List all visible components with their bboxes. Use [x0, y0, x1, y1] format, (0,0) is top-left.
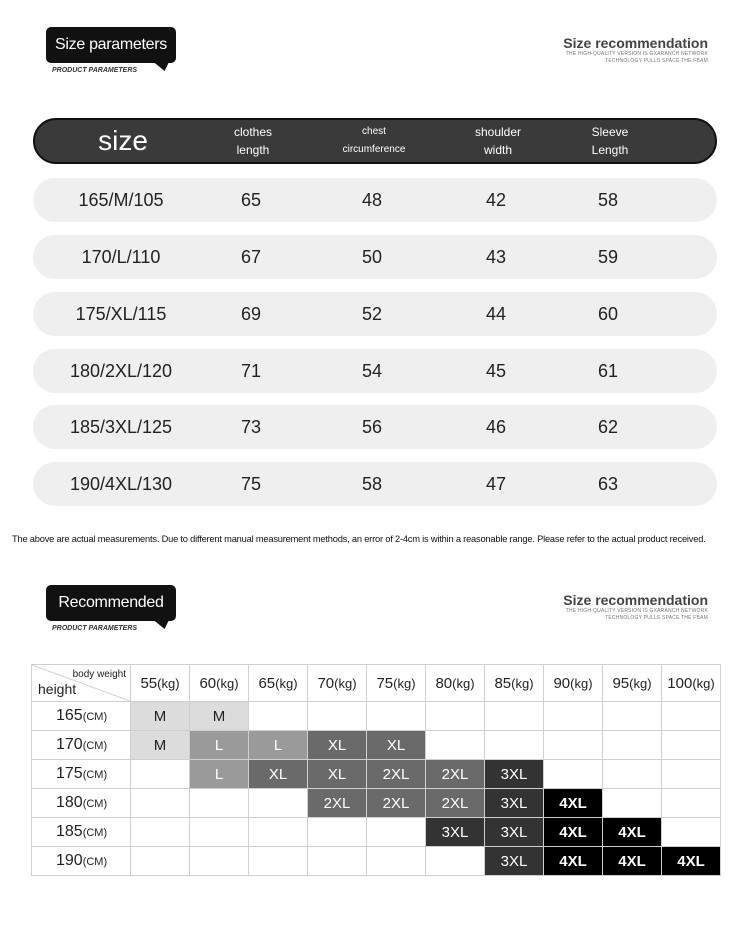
- grid-row: [32, 731, 721, 760]
- weight-header: [249, 665, 308, 702]
- grid-corner: [32, 665, 131, 702]
- weight-header: [544, 665, 603, 702]
- reco-subtitle-2: TECHNOLOGY PULLS SPACE THE FBAM: [605, 615, 708, 621]
- cell-chest: 48: [361, 190, 383, 210]
- size-cell: [426, 702, 485, 731]
- grid-row: [32, 847, 721, 876]
- weight-unit: (kg): [216, 675, 239, 691]
- cell-size: 185/3XL/125: [69, 417, 173, 437]
- cell-sleeve: 60: [597, 304, 619, 324]
- size-cell: [603, 731, 662, 760]
- size-cell: [544, 760, 603, 789]
- height-header: [32, 818, 131, 847]
- cell-size: 170/L/110: [81, 247, 161, 267]
- header-sleeve-line2: Length: [591, 143, 629, 157]
- weight-value: 80: [435, 674, 453, 692]
- size-cell: L: [190, 760, 249, 789]
- table-row: [33, 349, 717, 393]
- measurement-note: The above are actual measurements. Due to different manual measurement methods, an error of 2-4cm is within a reasonable range. Please refer to the actual product received.: [12, 534, 706, 544]
- height-value: 170: [56, 736, 83, 753]
- cell-shoulder: 47: [485, 474, 507, 494]
- grid-row: [32, 818, 721, 847]
- grid-row: [32, 702, 721, 731]
- height-unit: (CM): [82, 711, 108, 723]
- cell-size: 165/M/105: [78, 190, 164, 210]
- size-cell: XL: [249, 760, 308, 789]
- size-cell: 3XL: [485, 818, 544, 847]
- size-cell: M: [190, 702, 249, 731]
- reco-title: Size recommendation: [563, 592, 708, 608]
- size-cell: [662, 702, 721, 731]
- cell-size: 180/2XL/120: [69, 361, 173, 381]
- weight-unit: (kg): [334, 675, 357, 691]
- weight-unit: (kg): [452, 675, 475, 691]
- size-cell: 4XL: [603, 818, 662, 847]
- size-cell: 3XL: [485, 760, 544, 789]
- height-value: 165: [56, 707, 83, 724]
- banner-tail: [147, 57, 176, 71]
- cell-chest: 54: [361, 361, 383, 381]
- size-cell: [249, 847, 308, 876]
- weight-value: 100: [667, 674, 693, 692]
- size-cell: 2XL: [426, 760, 485, 789]
- size-cell: XL: [308, 760, 367, 789]
- weight-header: [308, 665, 367, 702]
- weight-value: 60: [199, 674, 217, 692]
- weight-value: 90: [553, 674, 571, 692]
- weight-unit: (kg): [570, 675, 593, 691]
- header-shoulder-line1: shoulder: [474, 125, 522, 139]
- size-cell: [131, 789, 190, 818]
- size-cell: [190, 789, 249, 818]
- size-cell: M: [131, 702, 190, 731]
- size-cell: [485, 731, 544, 760]
- cell-sleeve: 58: [597, 190, 619, 210]
- size-cell: [249, 818, 308, 847]
- cell-length: 71: [240, 361, 262, 381]
- size-cell: [308, 702, 367, 731]
- weight-value: 70: [317, 674, 335, 692]
- cell-size: 190/4XL/130: [69, 474, 173, 494]
- size-cell: 2XL: [367, 789, 426, 818]
- grid-row: [32, 789, 721, 818]
- size-cell: [308, 818, 367, 847]
- header-size: size: [98, 125, 148, 156]
- height-value: 180: [56, 794, 83, 811]
- size-cell: 2XL: [308, 789, 367, 818]
- cell-size: 175/XL/115: [75, 304, 167, 324]
- header-shoulder-line2: width: [483, 143, 512, 157]
- header-chest-line2: circumference: [342, 144, 406, 155]
- size-cell: [485, 702, 544, 731]
- weight-unit: (kg): [275, 675, 298, 691]
- size-cell: [367, 847, 426, 876]
- height-header: [32, 760, 131, 789]
- height-unit: (CM): [82, 740, 108, 752]
- cell-chest: 52: [361, 304, 383, 324]
- weight-value: 55: [140, 674, 158, 692]
- size-cell: [426, 731, 485, 760]
- cell-sleeve: 62: [597, 417, 619, 437]
- height-value: 190: [56, 852, 83, 869]
- banner-tail: [147, 615, 176, 629]
- size-table-header: [33, 118, 717, 164]
- weight-header: [367, 665, 426, 702]
- size-cell: XL: [308, 731, 367, 760]
- table-row: [33, 292, 717, 336]
- grid-header-row: [32, 665, 721, 702]
- size-cell: [190, 818, 249, 847]
- cell-shoulder: 43: [485, 247, 507, 267]
- weight-header: [662, 665, 721, 702]
- header-sleeve: [546, 120, 674, 162]
- header-clothes-length-line1: clothes: [233, 125, 273, 139]
- banner-title: Size parameters: [46, 27, 176, 63]
- size-cell: 4XL: [544, 847, 603, 876]
- height-header: [32, 731, 131, 760]
- header-clothes-length: [189, 120, 317, 162]
- cell-length: 67: [240, 247, 262, 267]
- cell-sleeve: 63: [597, 474, 619, 494]
- header-chest-line1: chest: [362, 126, 386, 137]
- size-cell: 3XL: [485, 789, 544, 818]
- weight-header: [603, 665, 662, 702]
- cell-length: 73: [240, 417, 262, 437]
- size-cell: [662, 731, 721, 760]
- weight-header: [190, 665, 249, 702]
- size-cell: [603, 702, 662, 731]
- size-cell: [131, 760, 190, 789]
- size-cell: L: [249, 731, 308, 760]
- size-cell: XL: [367, 731, 426, 760]
- weight-header: [426, 665, 485, 702]
- table-row: [33, 178, 717, 222]
- size-recommendation-heading: [563, 592, 708, 622]
- size-cell: [249, 702, 308, 731]
- cell-sleeve: 59: [597, 247, 619, 267]
- banner-title: Recommended size: [46, 585, 176, 621]
- weight-unit: (kg): [157, 675, 180, 691]
- size-parameters-banner: [46, 27, 176, 74]
- size-cell: [367, 818, 426, 847]
- cell-length: 65: [240, 190, 262, 210]
- size-cell: [131, 847, 190, 876]
- table-row: [33, 462, 717, 506]
- recommended-size-banner: [46, 585, 176, 647]
- size-cell: [190, 847, 249, 876]
- weight-unit: (kg): [629, 675, 652, 691]
- size-cell: 4XL: [603, 847, 662, 876]
- reco-title: Size recommendation: [563, 35, 708, 51]
- size-cell: [603, 760, 662, 789]
- size-cell: L: [190, 731, 249, 760]
- grid-body: [32, 702, 721, 876]
- weight-unit: (kg): [393, 675, 416, 691]
- cell-chest: 50: [361, 247, 383, 267]
- size-cell: [308, 847, 367, 876]
- size-cell: [544, 702, 603, 731]
- header-chest: [310, 120, 438, 162]
- header-sleeve-line1: Sleeve: [591, 125, 629, 139]
- banner-subtitle: PRODUCT PARAMETERS: [52, 67, 138, 74]
- weight-unit: (kg): [511, 675, 534, 691]
- weight-value: 65: [258, 674, 276, 692]
- weight-header: [131, 665, 190, 702]
- height-value: 185: [56, 823, 83, 840]
- reco-subtitle-1: THE HIGH-QUALITY VERSION IS GXARANCH NETWORK: [565, 608, 708, 614]
- height-unit: (CM): [82, 856, 108, 868]
- corner-height-label: height: [38, 681, 77, 697]
- size-recommendation-grid: [31, 664, 721, 876]
- size-cell: [662, 818, 721, 847]
- cell-length: 69: [240, 304, 262, 324]
- height-unit: (CM): [82, 798, 108, 810]
- banner-subtitle: PRODUCT PARAMETERS: [52, 625, 138, 632]
- size-cell: 4XL: [544, 789, 603, 818]
- weight-unit: (kg): [692, 675, 715, 691]
- height-unit: (CM): [82, 769, 108, 781]
- table-row: [33, 405, 717, 449]
- reco-subtitle-2: TECHNOLOGY PULLS SPACE THE FBAM: [605, 58, 708, 64]
- cell-length: 75: [240, 474, 262, 494]
- size-cell: [131, 818, 190, 847]
- cell-sleeve: 61: [597, 361, 619, 381]
- size-cell: 4XL: [544, 818, 603, 847]
- cell-chest: 58: [361, 474, 383, 494]
- weight-value: 85: [494, 674, 512, 692]
- reco-subtitle-1: THE HIGH-QUALITY VERSION IS GXARANCH NETWORK: [565, 51, 708, 57]
- corner-weight-label: body weight: [72, 669, 126, 680]
- header-clothes-length-line2: length: [236, 143, 270, 157]
- size-cell: 3XL: [485, 847, 544, 876]
- cell-shoulder: 45: [485, 361, 507, 381]
- size-cell: [249, 789, 308, 818]
- size-cell: 2XL: [367, 760, 426, 789]
- header-shoulder: [434, 120, 562, 162]
- cell-chest: 56: [361, 417, 383, 437]
- size-cell: 4XL: [662, 847, 721, 876]
- height-value: 175: [56, 765, 83, 782]
- size-cell: [367, 702, 426, 731]
- height-header: [32, 847, 131, 876]
- weight-header: [485, 665, 544, 702]
- size-cell: [426, 847, 485, 876]
- size-cell: [662, 789, 721, 818]
- height-header: [32, 789, 131, 818]
- cell-shoulder: 42: [485, 190, 507, 210]
- table-row: [33, 235, 717, 279]
- size-cell: [603, 789, 662, 818]
- height-header: [32, 702, 131, 731]
- size-recommendation-heading: [563, 35, 708, 65]
- size-cell: M: [131, 731, 190, 760]
- weight-value: 75: [376, 674, 394, 692]
- weight-value: 95: [612, 674, 630, 692]
- size-cell: 2XL: [426, 789, 485, 818]
- size-cell: [662, 760, 721, 789]
- size-cell: 3XL: [426, 818, 485, 847]
- height-unit: (CM): [82, 827, 108, 839]
- grid-row: [32, 760, 721, 789]
- size-cell: [544, 731, 603, 760]
- cell-shoulder: 44: [485, 304, 507, 324]
- cell-shoulder: 46: [485, 417, 507, 437]
